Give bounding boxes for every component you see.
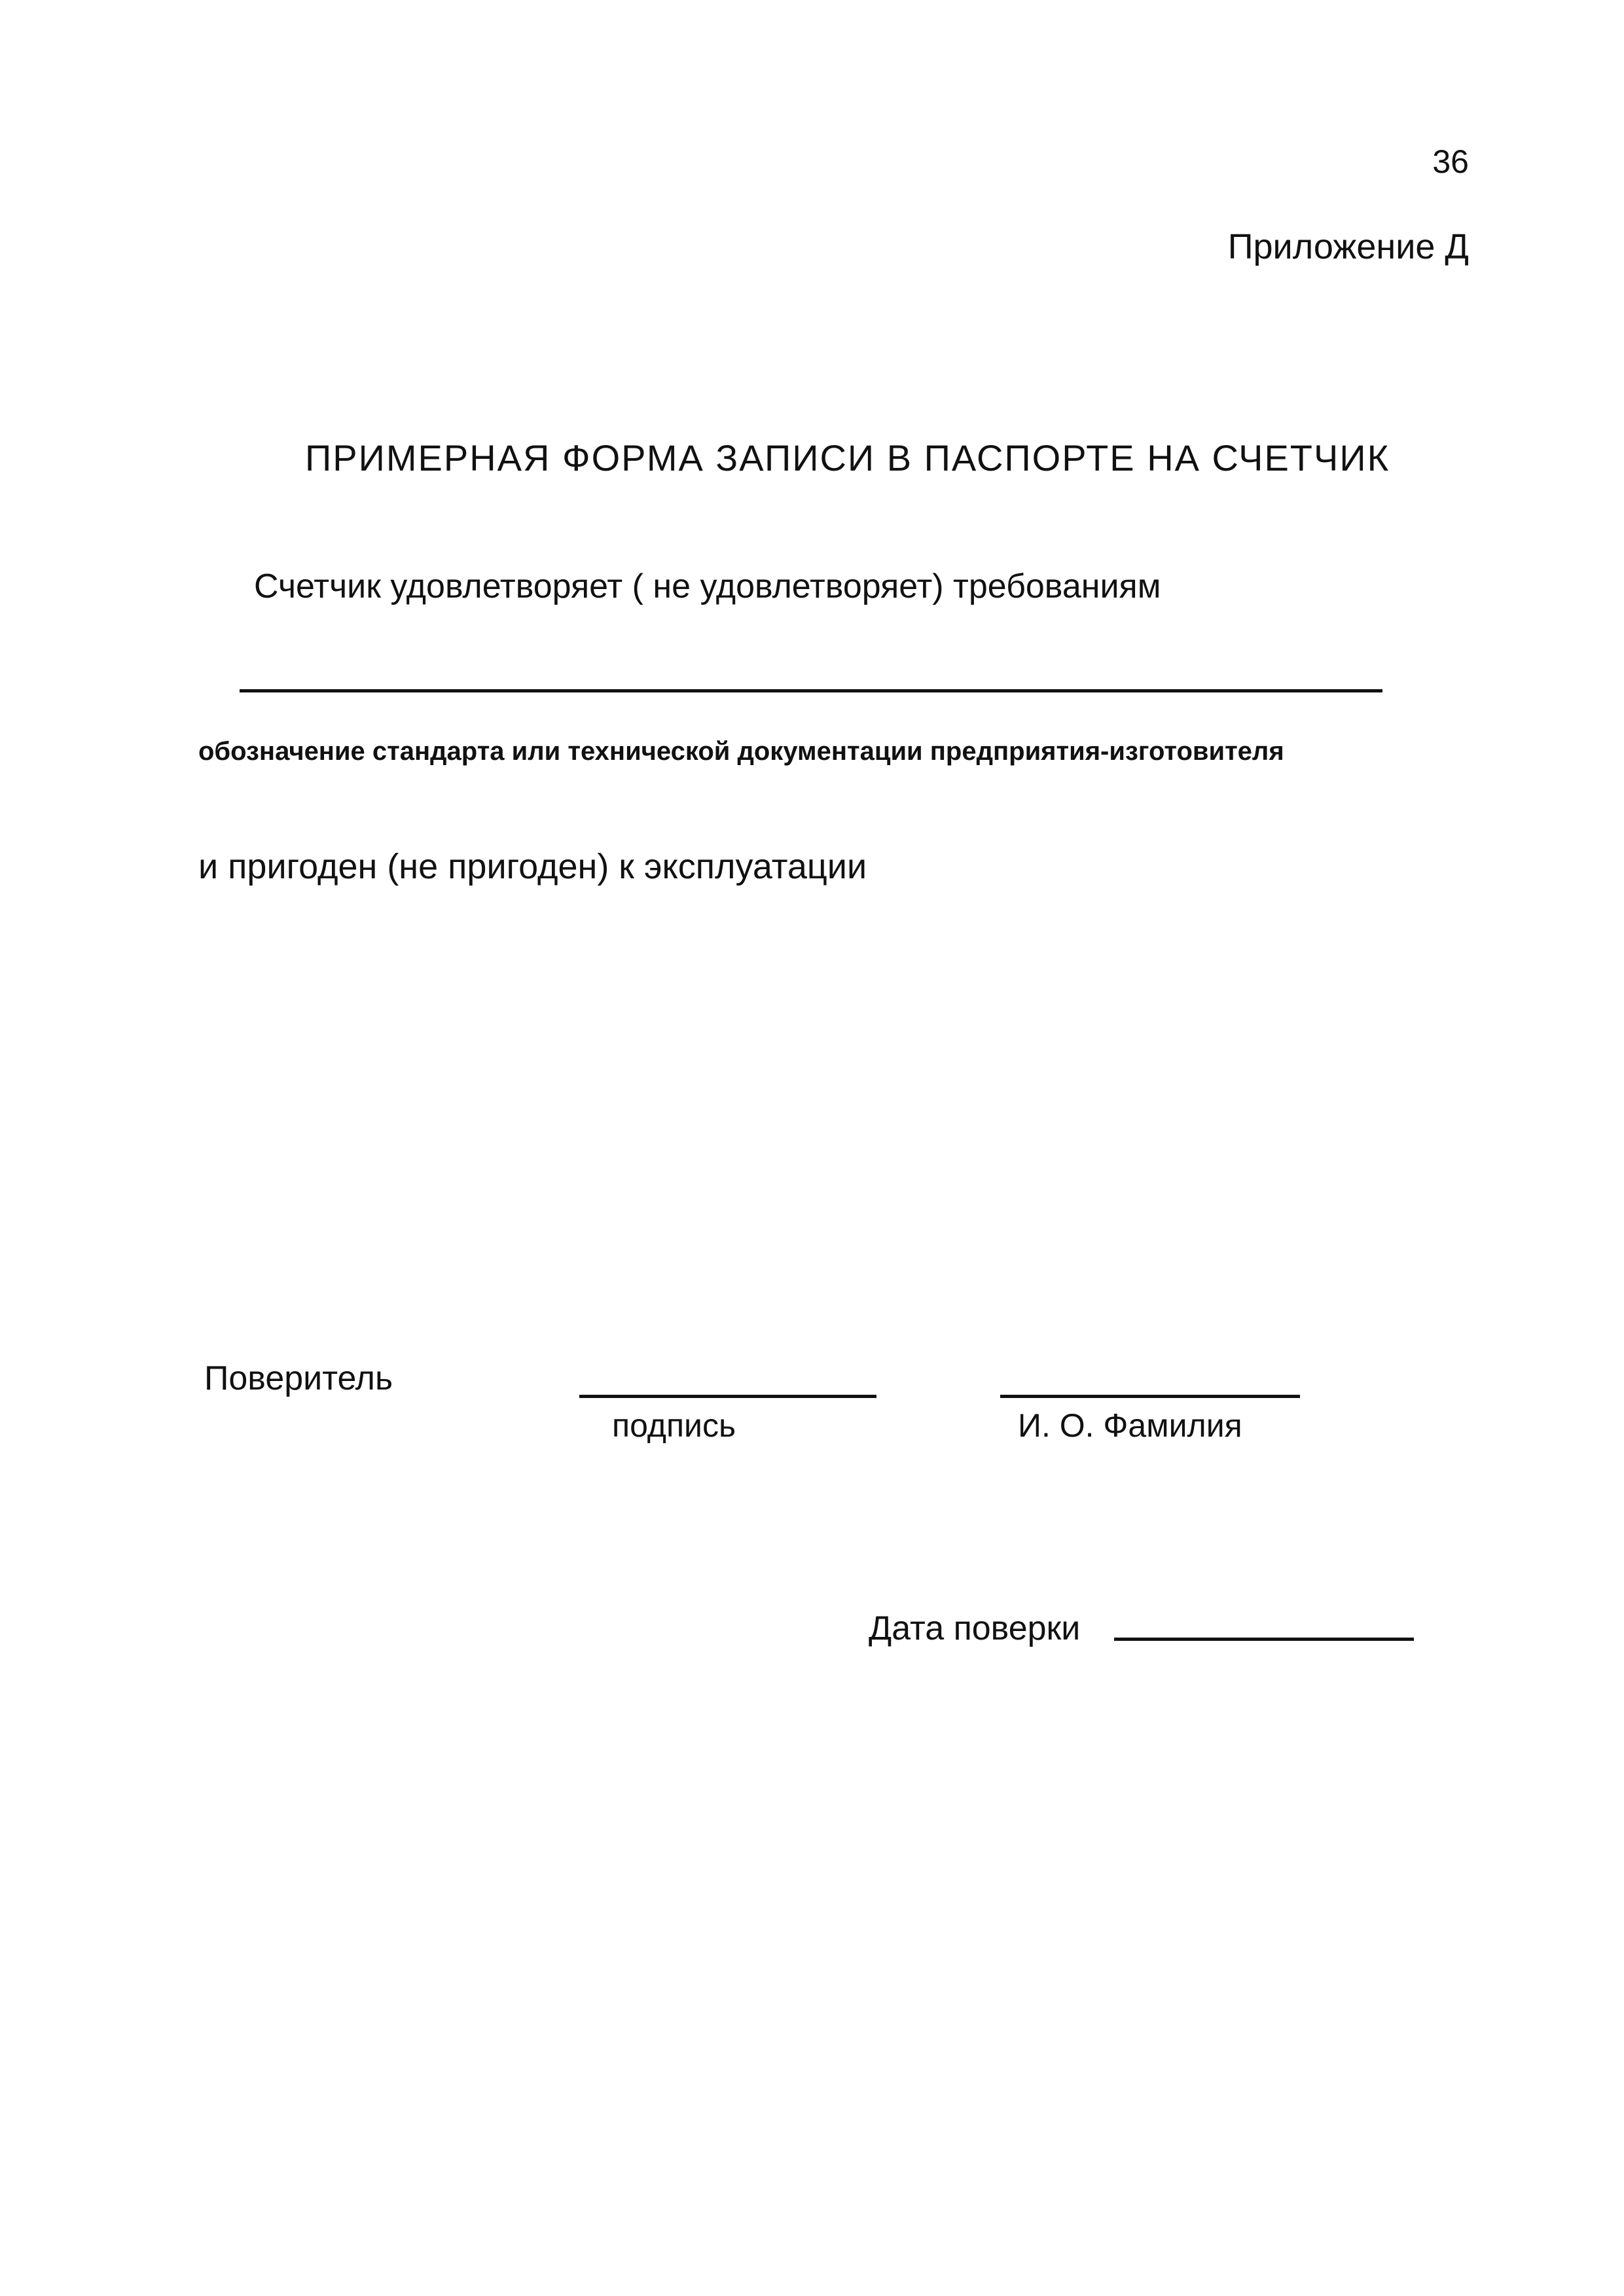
appendix-label: Приложение Д [1227, 227, 1469, 266]
fitness-statement: и пригоден (не пригоден) к эксплуатации [198, 847, 867, 886]
compliance-statement: Счетчик удовлетворяет ( не удовлетворяет) требованиям [254, 567, 1161, 605]
standard-designation-caption: обозначение стандарта или технической документации предприятия-изготовителя [198, 737, 1284, 766]
verification-date-line[interactable] [1114, 1638, 1414, 1641]
page-number: 36 [1432, 143, 1469, 180]
standard-designation-line[interactable] [240, 689, 1382, 692]
signature-caption: подпись [612, 1407, 736, 1444]
form-title: ПРИМЕРНАЯ ФОРМА ЗАПИСИ В ПАСПОРТЕ НА СЧЕТЧИК [305, 437, 1390, 478]
verifier-label: Поверитель [204, 1359, 393, 1397]
verifier-name-caption: И. О. Фамилия [1018, 1407, 1242, 1444]
verification-date-label: Дата поверки [869, 1609, 1081, 1647]
signature-line[interactable] [579, 1395, 876, 1398]
verifier-name-line[interactable] [1000, 1395, 1300, 1398]
